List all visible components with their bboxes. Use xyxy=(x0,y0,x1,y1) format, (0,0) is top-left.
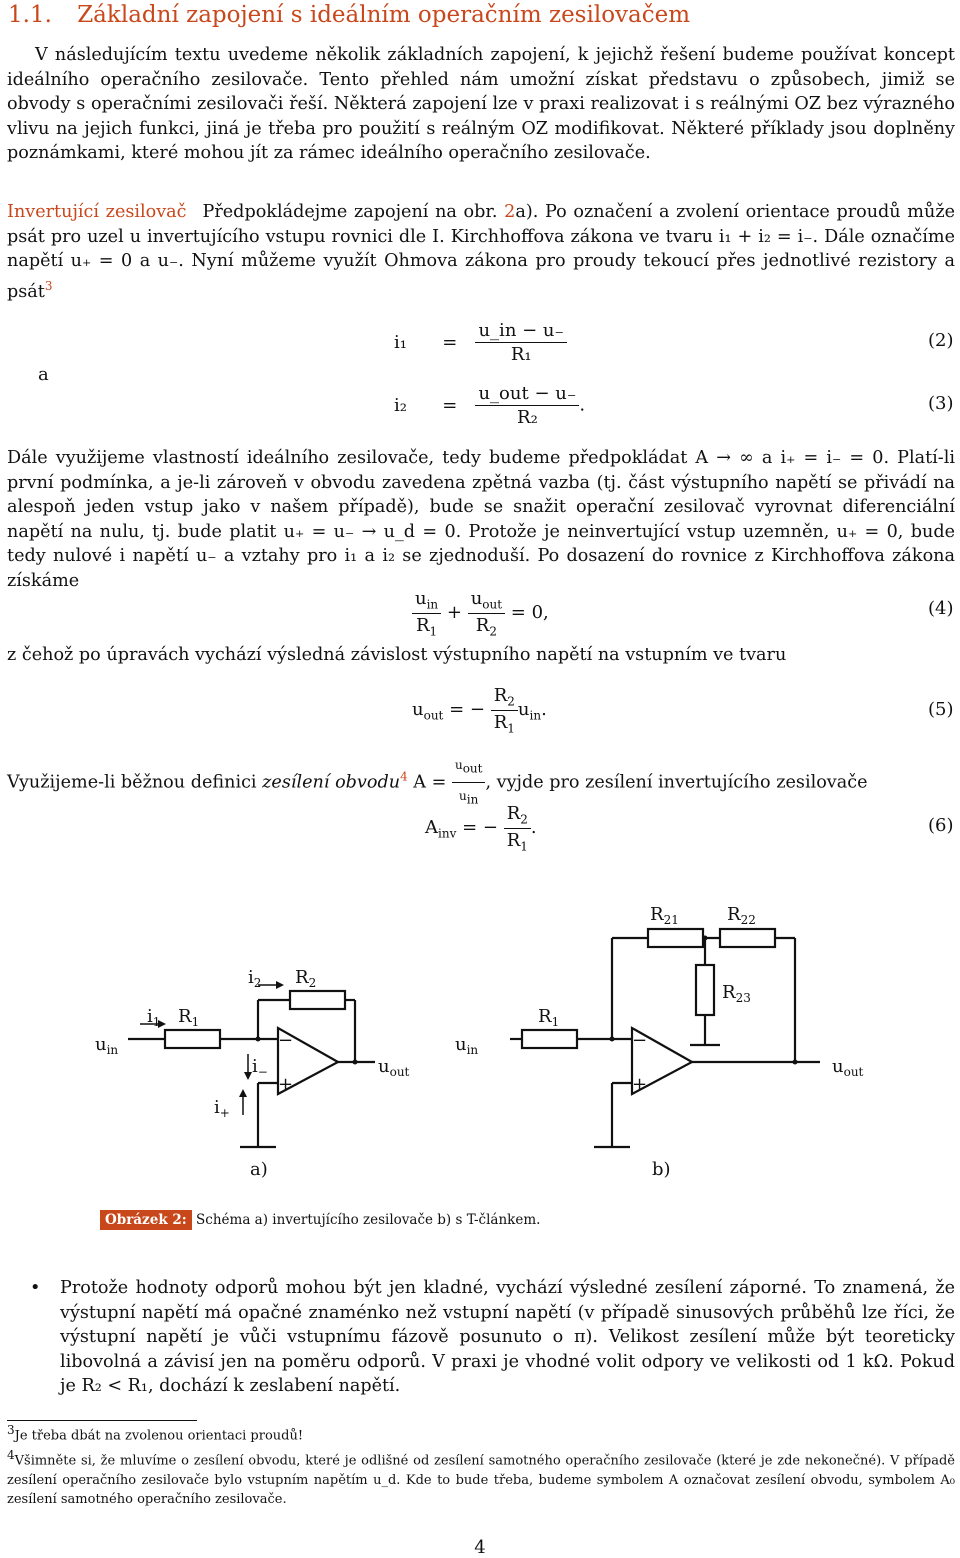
svg-text:R1: $R_1$ xyxy=(538,1006,560,1029)
footnotes xyxy=(7,1421,955,1510)
ideal-paragraph xyxy=(7,446,955,594)
footnote-4: $^4$Všimněte si, že mluvíme o zesílení obvodu, které je odlišné od zesílení samotného operačního zesilovače (které je zde nekonečné). V případě zesílení operačního zesilovače bylo vstupním napětím u_d. Kde to bude třeba, budeme symbolem A označovat zesílení obvodu, symbolem A₀ zesílení samotného operačního zesilovače. xyxy=(7,1447,955,1508)
gain-text-b: , vyjde pro zesílení invertujícího zesilovače xyxy=(485,772,868,793)
eq2-tag: (2) xyxy=(928,330,954,351)
eq4-tag: (4) xyxy=(928,598,954,619)
resistor-r1-b xyxy=(522,1030,577,1048)
footnote-4-text: Všimněte si, že mluvíme o zesílení obvodu, které je odlišné od zesílení samotného operačního zesilovače (které je zde nekonečné). V případě zesílení operačního zesilovače bylo vstupním napětím u_d. Kde to bude třeba, budeme symbolem A označovat zesílení obvodu, symbolem A₀ zesílení samotného operačního zesilovače. xyxy=(7,1453,955,1508)
bullet-dot: • xyxy=(30,1278,41,1298)
svg-text:+: + xyxy=(632,1074,648,1095)
caption-text: Schéma a) invertujícího zesilovače b) s T-článkem. xyxy=(196,1212,541,1228)
figure-caption xyxy=(100,1210,540,1230)
resistor-r21 xyxy=(648,929,703,947)
caption-label: Obrázek 2: xyxy=(100,1210,192,1230)
figure-label-a: a) xyxy=(250,1159,268,1180)
equation-2: i₁ = $\frac{u\_in - u_-}{\text{R₁}}$ xyxy=(394,320,567,365)
footnote-ref-4[interactable]: 4 xyxy=(400,769,408,784)
svg-text:uin: $u_{in}$ xyxy=(95,1034,119,1057)
resistor-r1-a xyxy=(165,1030,220,1048)
svg-text:uout: $u_{out}$ xyxy=(378,1056,410,1079)
equation-3: i₂ = $\frac{\text{u\_out − u₋}}{\text{R₂}}$ . xyxy=(394,383,586,428)
ideal-text: Dále využijeme vlastností ideálního zesilovače, tedy budeme předpokládat A → ∞ a i₊ = i₋ = 0. Platí-li první podmínka, a je-li zároveň v obvodu zavedena zpětná vazba (tj. část výstupního napětí se přivádí na alespoň jeden vstup jako v našem případě), bude se snažit operační zesilovač vyrovnat diferenciální napětí na nulu, tj. bude platit u₊ = u₋ → u_d = 0. Protože je neinvertující vstup uzemněn, u₊ = 0, bude tedy nulové i napětí u₋ a vztahy pro i₁ a i₂ se zjednoduší. Po dosazení do rovnice z Kirchhoffova zákona získáme xyxy=(7,448,955,591)
equation-5: $u_{out}$ = − $\frac{R_2}{R_1}$ $u_{in}$. xyxy=(412,685,547,736)
circuit-figure xyxy=(0,890,960,1190)
svg-text:R23: $R_{23}$ xyxy=(722,982,751,1005)
inverting-label: Invertující zesilovač xyxy=(7,202,187,222)
eq6-tag: (6) xyxy=(928,815,954,836)
resistor-r2-a xyxy=(290,991,345,1009)
equation-side-label: a xyxy=(38,364,49,385)
equation-6: $A_{inv}$ = − $\frac{R_2}{R_1}$ . xyxy=(425,803,537,854)
figure-label-b: b) xyxy=(652,1159,671,1180)
footnote-3: $^3$Je třeba dbát na zvolenou orientaci proudů! xyxy=(7,1423,304,1444)
eq5-tag: (5) xyxy=(928,699,954,720)
gain-text-a: Využijeme-li běžnou definici xyxy=(7,772,257,793)
section-title: Základní zapojení s ideálním operačním zesilovačem xyxy=(77,2,691,28)
page-number: 4 xyxy=(474,1537,486,1558)
eq2-num: u_in − u₋ xyxy=(475,320,567,343)
section-heading xyxy=(8,2,690,28)
resistor-r22 xyxy=(720,929,775,947)
intro-paragraph xyxy=(7,43,955,166)
resistor-r23 xyxy=(696,965,714,1015)
inverting-text-b: a). Po označení a zvolení orientace proudů může psát pro uzel u invertujícího vstupu rovnici dle I. Kirchhoffova zákona ve tvaru i₁ + i₂ = i₋. Dále označíme napětí u₊ = 0 a u₋. Nyní můžeme využít Ohmova zákona pro proudy tekoucí přes jednotlivé rezistory a psát xyxy=(7,202,955,302)
svg-text:uout: $u_{out}$ xyxy=(832,1056,864,1079)
inverting-paragraph xyxy=(7,200,955,304)
footnote-ref-3[interactable]: 3 xyxy=(44,278,53,293)
equation-4: $\frac{u_{in}}{R_1}$ + $\frac{u_{out}}{R_2}$ = 0, xyxy=(412,588,549,638)
svg-text:+: + xyxy=(278,1074,294,1095)
gain-paragraph: Využijeme-li běžnou definici zesílení obvodu$^4$ A = $\frac{u_{out}}{u_{in}}$ , vyjde pro zesílení invertujícího zesilovače xyxy=(7,753,955,812)
footnote-3-text: Je třeba dbát na zvolenou orientaci proudů! xyxy=(14,1428,304,1444)
eq3-lhs: i₂ xyxy=(394,394,407,416)
svg-text:i+: $i_+$ xyxy=(214,1097,230,1120)
section-number: 1.1. xyxy=(8,2,52,28)
svg-text:−: − xyxy=(278,1030,294,1051)
bullet-item xyxy=(30,1276,955,1399)
eq2-den: R₁ xyxy=(510,344,532,365)
svg-text:−: − xyxy=(632,1030,648,1051)
svg-text:i1: $i_1$ xyxy=(147,1006,161,1029)
bullet-text: Protože hodnoty odporů mohou být jen kladné, vychází výsledné zesílení záporné. To znamená, že výstupní napětí má opačné znaménko než vstupní napětí (v případě sinusových průběhů lze říci, že výstupní napětí je vůči vstupnímu fázově posunuto o π). Velikost zesílení může být teoreticky libovolná a závisí jen na poměru odporů. V praxi je vhodné volit odpory ve velikosti od 1 kΩ. Pokud je R₂ < R₁, dochází k zeslabení napětí. xyxy=(60,1278,955,1397)
gain-term: zesílení obvodu xyxy=(262,772,401,793)
svg-text:i−: $i_-$ xyxy=(252,1056,268,1079)
result-text: z čehož po úpravách vychází výsledná závislost výstupního napětí na vstupním ve tvaru xyxy=(7,645,787,665)
svg-text:R1: $R_1$ xyxy=(178,1006,200,1029)
figure-ref[interactable]: 2 xyxy=(504,202,516,222)
result-paragraph xyxy=(7,643,955,668)
inverting-text-a: Předpokládejme zapojení na obr. xyxy=(202,202,498,222)
eq2-lhs: i₁ xyxy=(394,331,407,353)
eq3-den: R₂ xyxy=(517,407,538,428)
intro-text: V následujícím textu uvedeme několik základních zapojení, k jejichž řešení budeme používat koncept ideálního operačního zesilovače. Tento přehled nám umožní získat představu o způsobech, jimiž se obvody s operačními zesilovači řeší. Některá zapojení lze v praxi realizovat i s reálnými OZ bez výrazného vlivu na jejich funkci, jiná je třeba pro použití s reálným OZ modifikovat. Některé příklady jsou doplněny poznámkami, které mohou jít za rámec ideálního operačního zesilovače. xyxy=(7,45,955,164)
svg-text:R22: $R_{22}$ xyxy=(727,904,756,927)
eq3-tag: (3) xyxy=(928,393,954,414)
svg-text:uin: $u_{in}$ xyxy=(455,1034,479,1057)
svg-text:R21: $R_{21}$ xyxy=(650,904,679,927)
eq3-num: u_out − u₋ xyxy=(475,383,579,406)
svg-text:R2: $R_2$ xyxy=(295,967,317,990)
svg-text:i2: $i_2$ xyxy=(248,967,262,990)
